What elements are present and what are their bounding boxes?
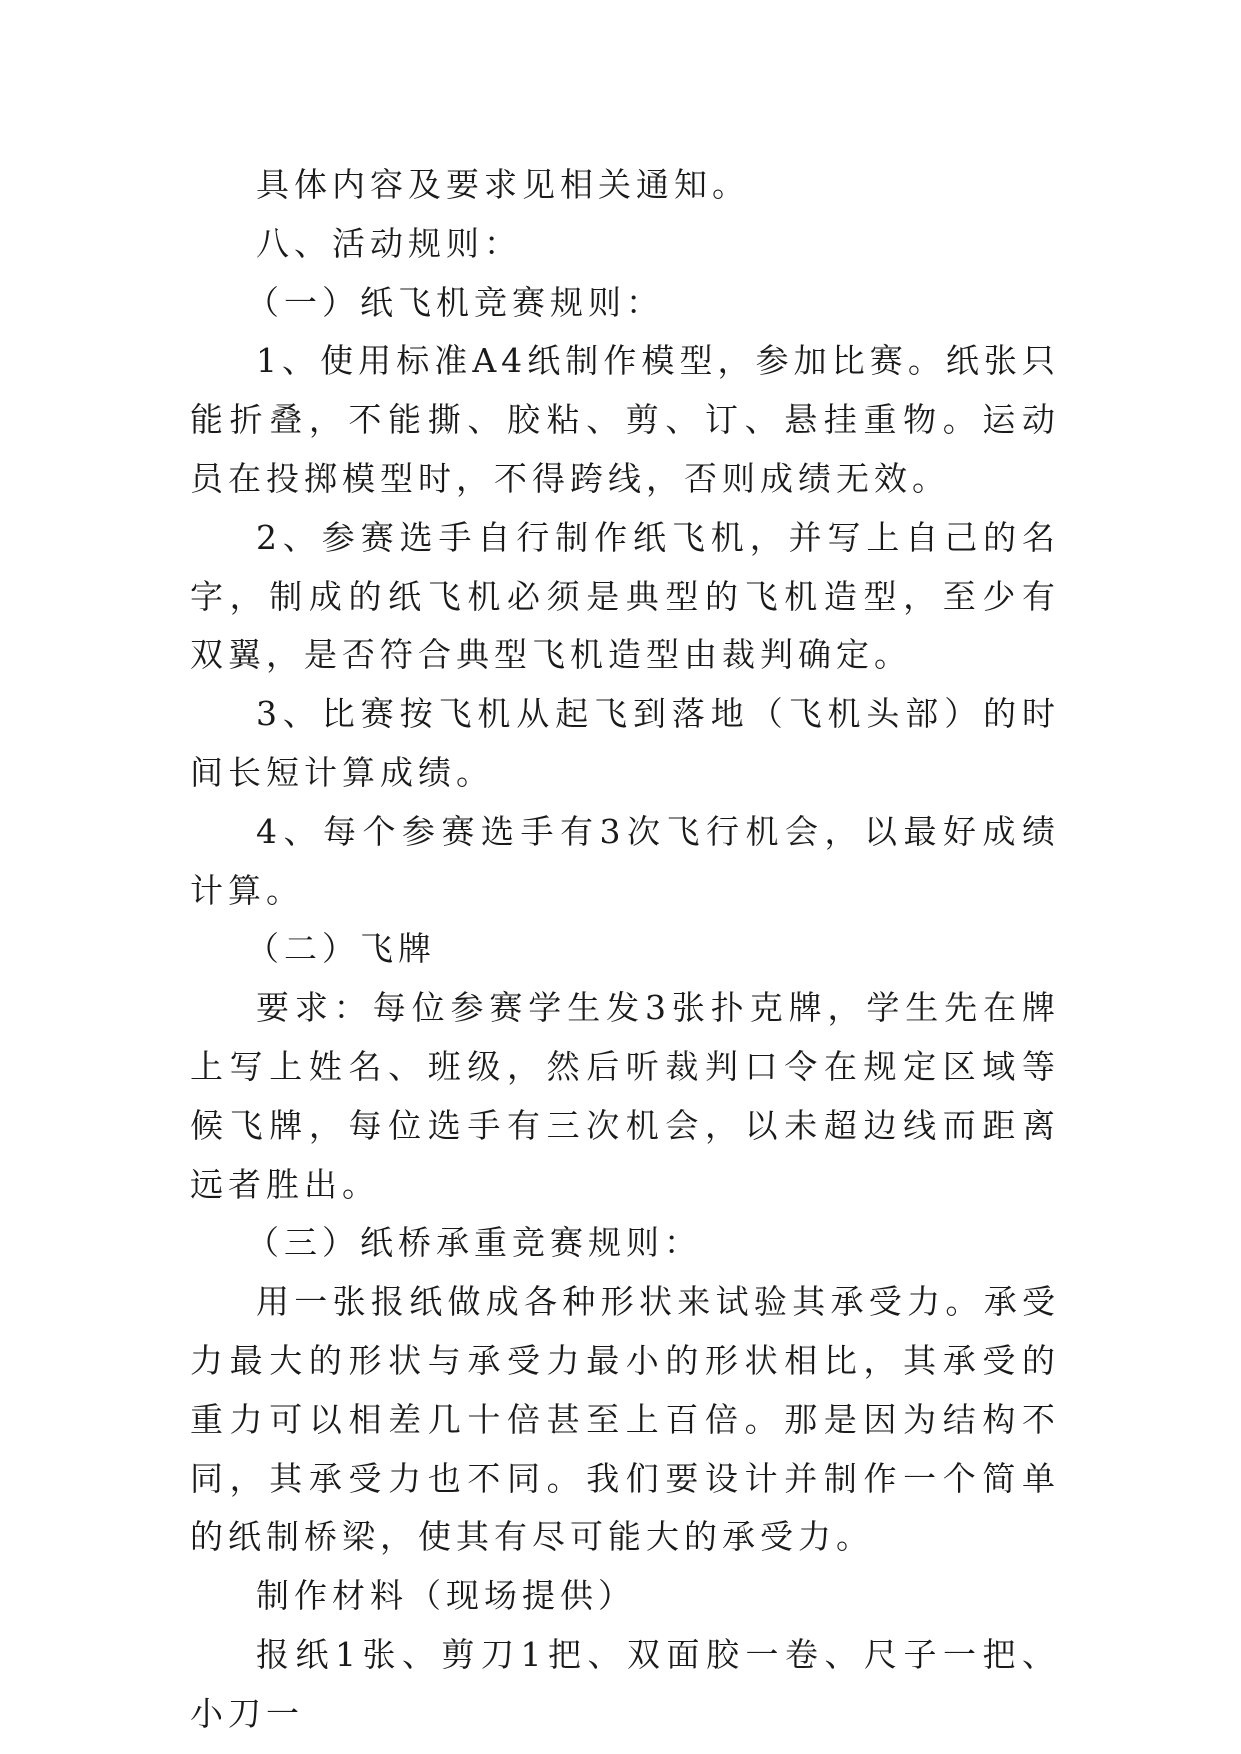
paragraph-materials-list: 报纸1张、剪刀1把、双面胶一卷、尺子一把、小刀一: [190, 1634, 1060, 1733]
paragraph-notice: 具体内容及要求见相关通知。: [256, 165, 750, 204]
paragraph-rule-3: 3、比赛按飞机从起飞到落地（飞机头部）的时间长短计算成绩。: [190, 694, 1060, 792]
document-body: [190, 156, 1060, 1744]
paragraph-materials-heading: 制作材料（现场提供）: [256, 1576, 636, 1616]
paragraph-rule-4: 4、每个参赛选手有3次飞行机会，以最好成绩计算。: [190, 811, 1060, 910]
paragraph-rule-1: 1、使用标准A4纸制作模型，参加比赛。纸张只能折叠，不能撕、胶粘、剪、订、悬挂重物。运动员在投掷模型时，不得跨线，否则成绩无效。: [190, 341, 1060, 498]
paragraph-card-requirements: 要求：每位参赛学生发3张扑克牌，学生先在牌上写上姓名、班级，然后听裁判口令在规定区域等候飞牌，每位选手有三次机会，以未超边线而距离远者胜出。: [190, 988, 1060, 1204]
subheading-paper-plane-rules: （一）纸飞机竞赛规则：: [246, 282, 664, 322]
subheading-card-throw: （二）飞牌: [246, 929, 436, 969]
paragraph-bridge-description: 用一张报纸做成各种形状来试验其承受力。承受力最大的形状与承受力最小的形状相比，其承受的重力可以相差几十倍甚至上百倍。那是因为结构不同，其承受力也不同。我们要设计并制作一个简单的纸制桥梁，使其有尽可能大的承受力。: [190, 1282, 1060, 1557]
heading-activity-rules: 八、活动规则：: [256, 223, 522, 263]
paragraph-rule-2: 2、参赛选手自行制作纸飞机，并写上自己的名字，制成的纸飞机必须是典型的飞机造型，至少有双翼，是否符合典型飞机造型由裁判确定。: [190, 517, 1060, 675]
subheading-paper-bridge-rules: （三）纸桥承重竞赛规则：: [246, 1223, 702, 1263]
